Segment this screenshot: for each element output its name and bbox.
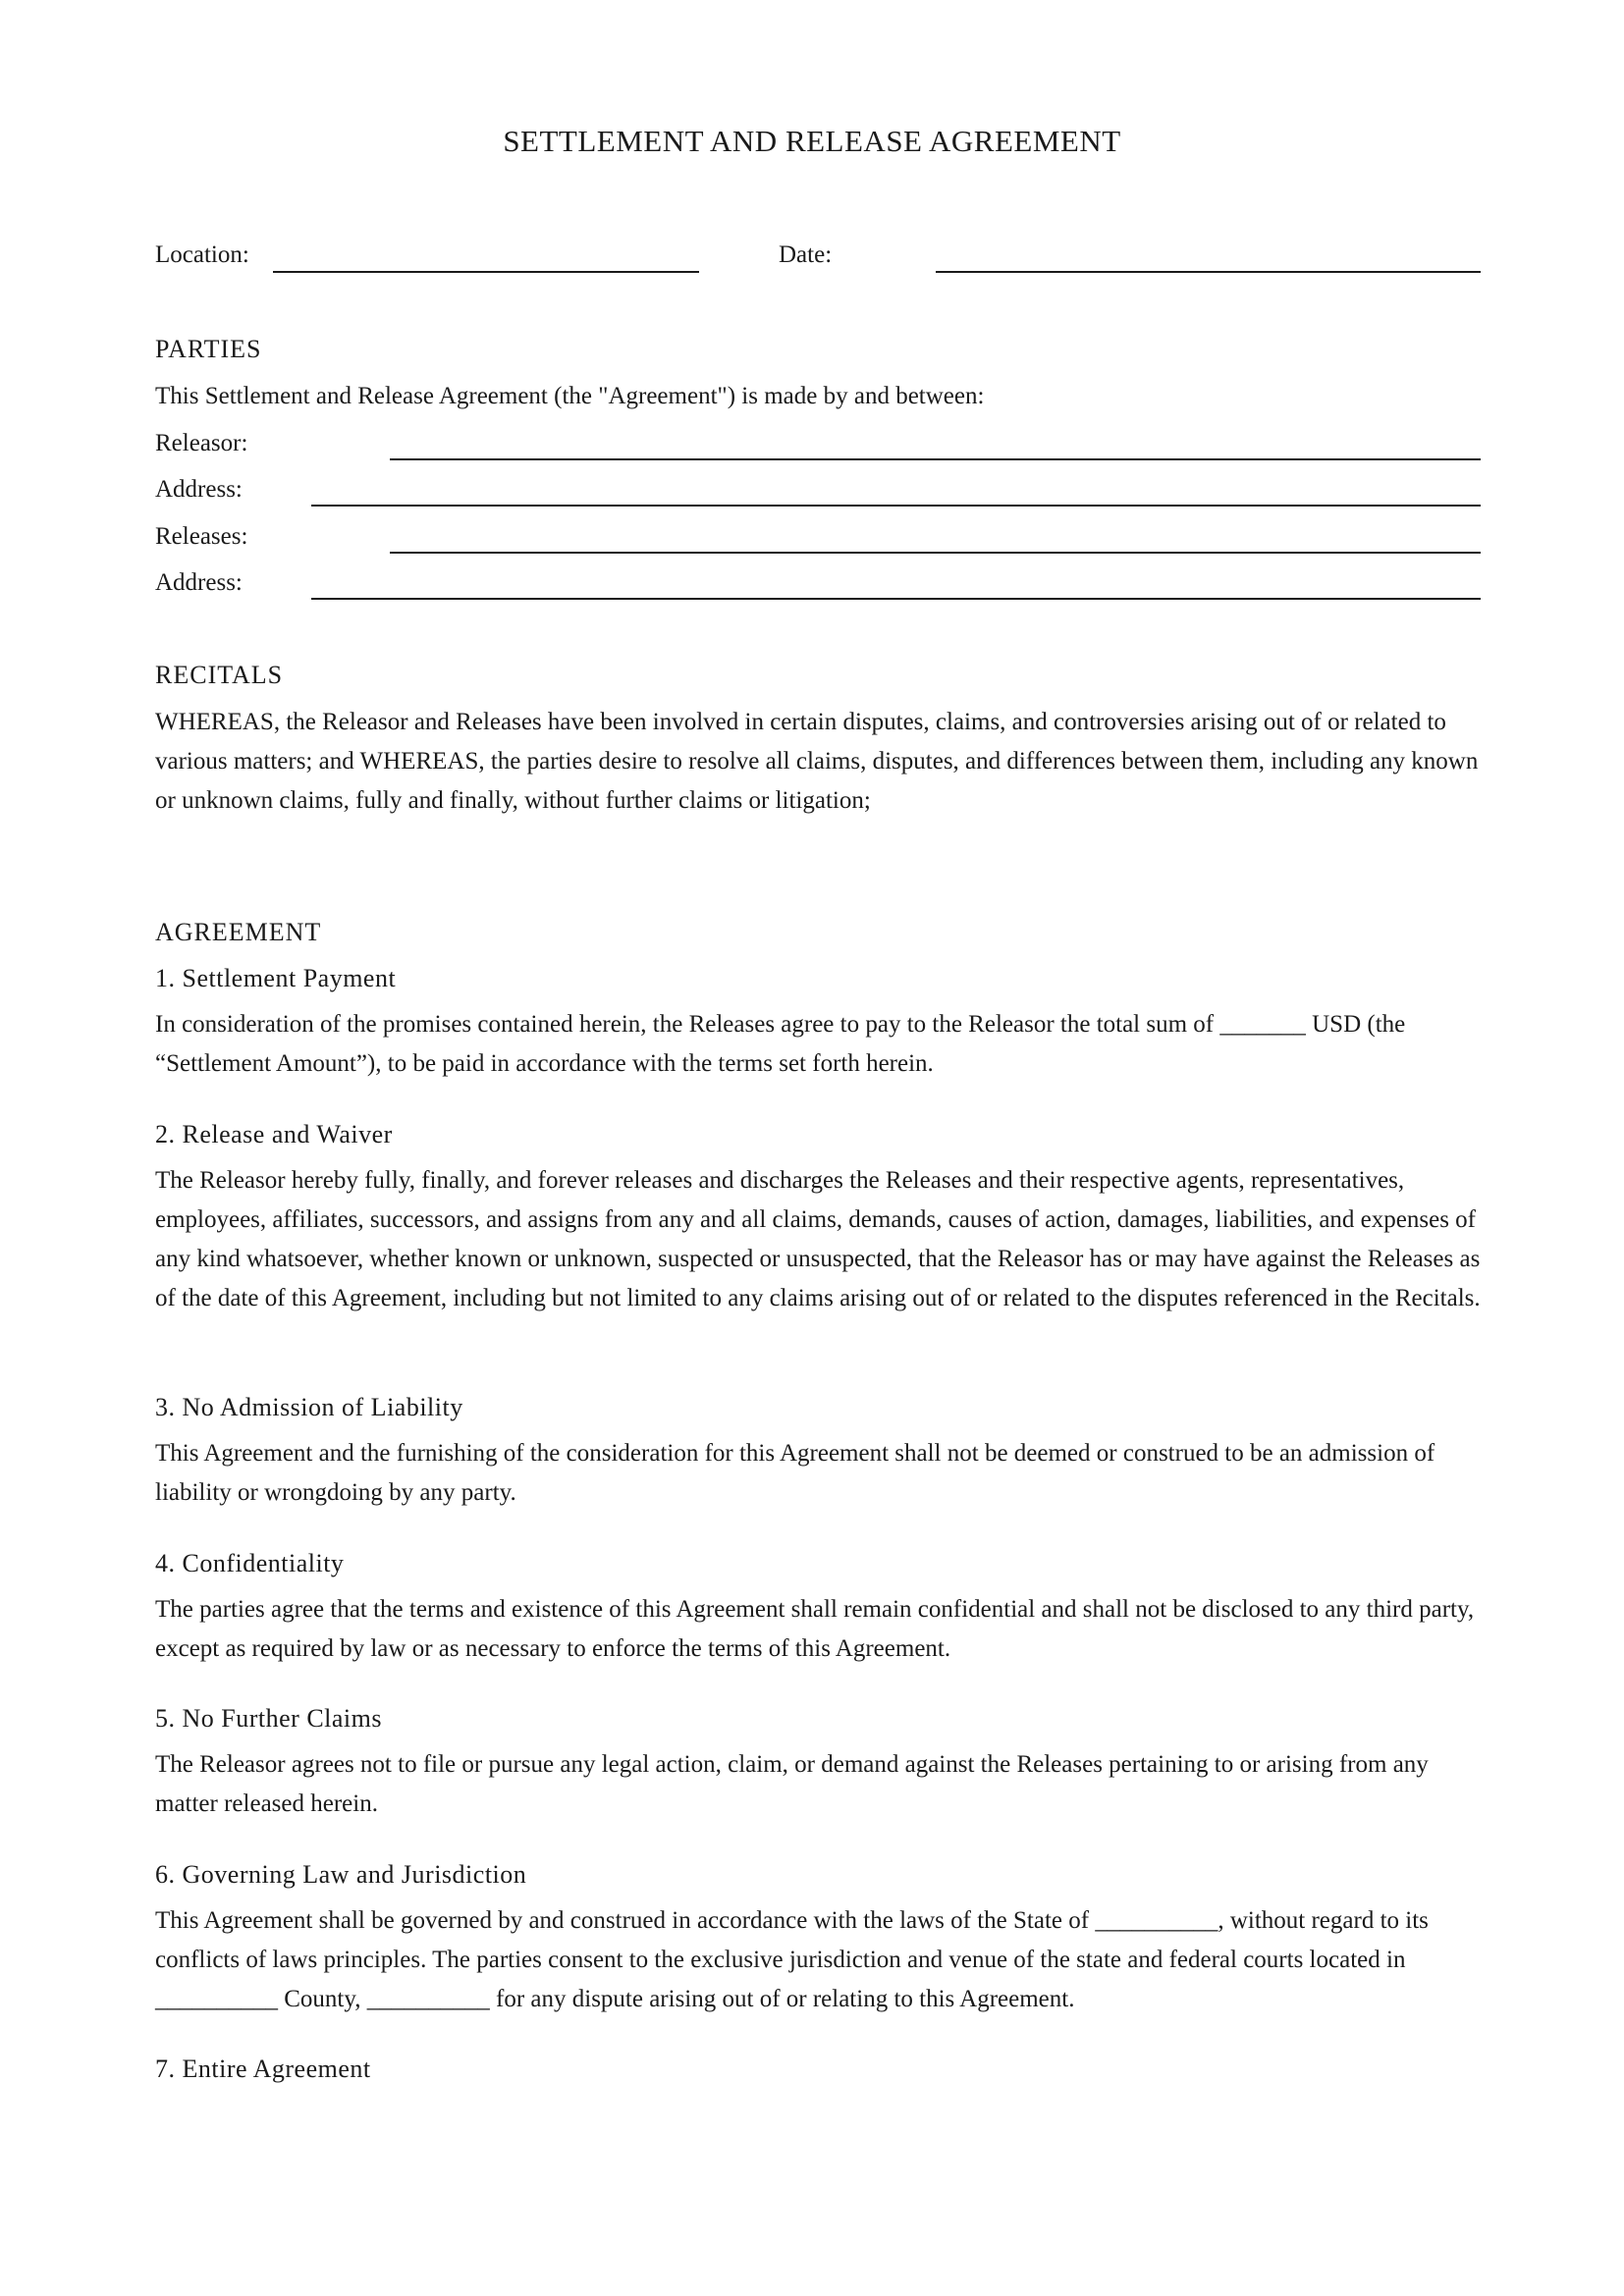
section-1-text: In consideration of the promises contained herein, the Releases agree to pay to the Releasor the total sum of _______ USD (the “Settlement Amount”), to be paid in accordance with the terms set forth herein. (155, 1011, 1406, 1077)
agreement-heading: AGREEMENT (155, 918, 322, 946)
section-7-title: 7. Entire Agreement (155, 2055, 371, 2083)
releases-label: Releases: (155, 523, 248, 550)
section-3-text: This Agreement and the furnishing of the consideration for this Agreement shall not be deemed or construed to be an admission of liability or wrongdoing by any party. (155, 1440, 1435, 1506)
section-2-title: 2. Release and Waiver (155, 1120, 393, 1148)
releases-address-field[interactable] (311, 598, 1481, 600)
recitals-text: WHEREAS, the Releasor and Releases have been involved in certain disputes, claims, and controversies arising out of or related to various matters; and WHEREAS, the parties desire to resolve all claims, disputes, and differences between them, including any known or unknown claims, fully and finally, without further claims or litigation; (155, 709, 1479, 814)
releasor-address-field[interactable] (311, 505, 1481, 507)
section-1-title: 1. Settlement Payment (155, 964, 397, 992)
section-4-text: The parties agree that the terms and existence of this Agreement shall remain confidential and shall not be disclosed to any third party, except as required by law or as necessary to enforce the terms of this Agreement. (155, 1596, 1475, 1662)
date-field[interactable] (936, 271, 1481, 273)
releases-field[interactable] (390, 552, 1481, 554)
releasor-label: Releasor: (155, 430, 248, 456)
section-6-text: This Agreement shall be governed by and construed in accordance with the laws of the State of __________, without regard to its conflicts of laws principles. The parties consent to the exclusive jurisdiction and venue of the state and federal courts located in __________ County, __________ for any dispute arising out of or relating to this Agreement. (155, 1907, 1429, 2012)
parties-heading: PARTIES (155, 335, 262, 363)
date-label: Date: (779, 241, 833, 268)
section-6-title: 6. Governing Law and Jurisdiction (155, 1860, 527, 1889)
section-4-title: 4. Confidentiality (155, 1549, 345, 1577)
section-5-text: The Releasor agrees not to file or pursue any legal action, claim, or demand against the Releases pertaining to or arising from any matter released herein. (155, 1751, 1429, 1817)
section-2-text: The Releasor hereby fully, finally, and forever releases and discharges the Releases and their respective agents, representatives, employees, affiliates, successors, and assigns from any and all claims, demands, causes of action, damages, liabilities, and expenses of any kind whatsoever, whether known or unknown, suspected or unsuspected, that the Releasor has or may have against the Releases as of the date of this Agreement, including but not limited to any claims arising out of or related to the disputes referenced in the Recitals. (155, 1167, 1481, 1311)
section-3-title: 3. No Admission of Liability (155, 1393, 463, 1421)
recitals-heading: RECITALS (155, 661, 284, 689)
releasor-field[interactable] (390, 458, 1481, 460)
location-label: Location: (155, 241, 249, 268)
location-field[interactable] (273, 271, 699, 273)
document-title: SETTLEMENT AND RELEASE AGREEMENT (503, 124, 1121, 158)
parties-intro: This Settlement and Release Agreement (the "Agreement") is made by and between: (155, 383, 985, 409)
section-5-title: 5. No Further Claims (155, 1704, 382, 1733)
releasor-address-label: Address: (155, 476, 243, 503)
releases-address-label: Address: (155, 569, 243, 596)
